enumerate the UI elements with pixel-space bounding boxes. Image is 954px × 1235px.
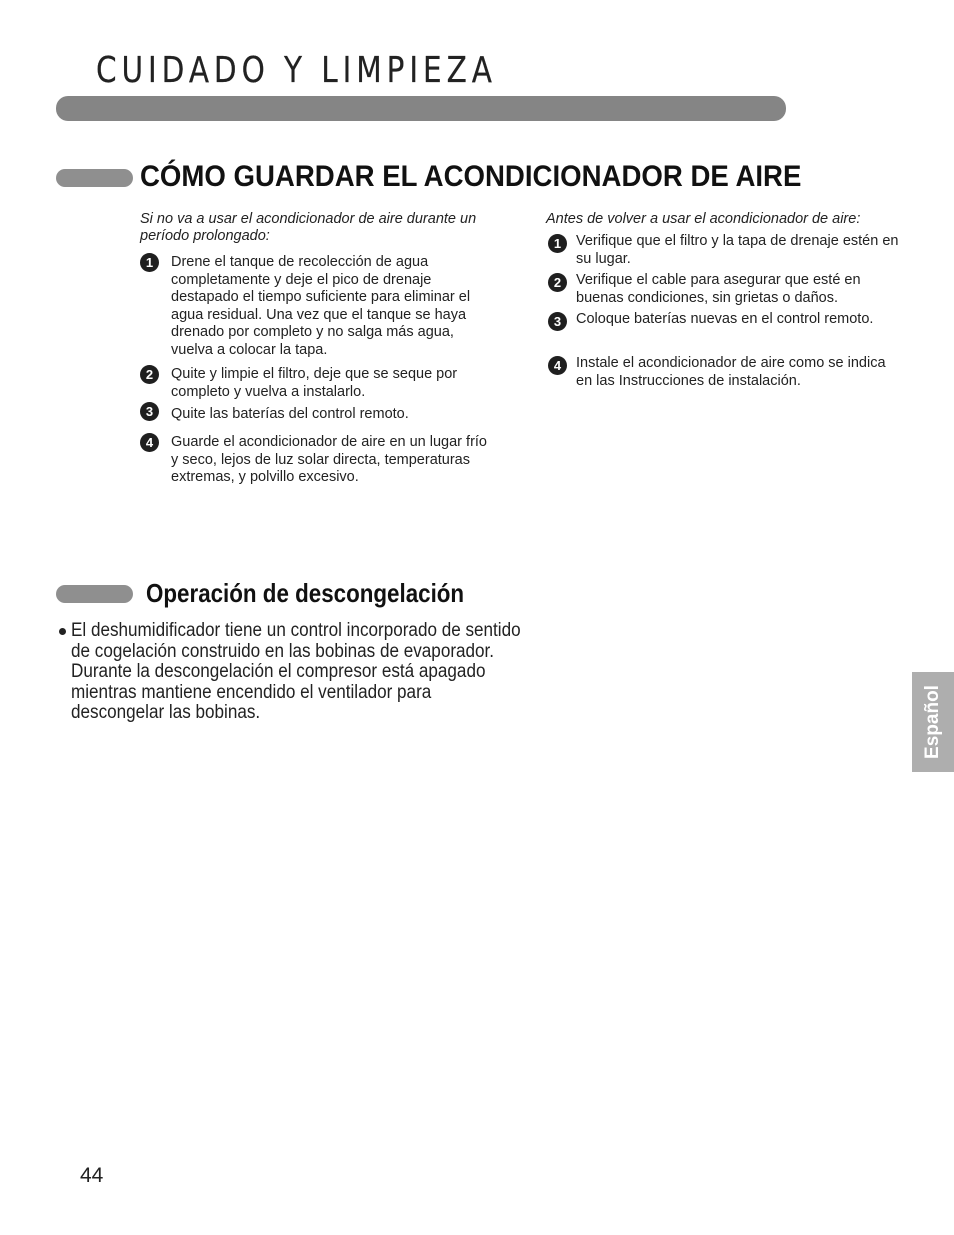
- step-text: Verifique que el filtro y la tapa de drenaje estén en su lugar.: [576, 233, 899, 267]
- page-title: CUIDADO Y LIMPIEZA: [96, 50, 497, 91]
- section-heading: CÓMO GUARDAR EL ACONDICIONADOR DE AIRE: [140, 160, 802, 193]
- step-number-badge: 2: [548, 273, 567, 292]
- step-number-badge: 4: [140, 433, 159, 452]
- language-tab-label: Español: [922, 685, 943, 759]
- step-number-badge: 1: [548, 234, 567, 253]
- left-column-intro: Si no va a usar el acondicionador de aire durante un período prolongado:: [140, 211, 477, 244]
- step-number-badge: 2: [140, 365, 159, 384]
- subsection-heading: Operación de descongelación: [146, 578, 465, 608]
- language-tab: [912, 672, 954, 772]
- subsection-marker-pill: [56, 585, 133, 603]
- step-number-badge: 1: [140, 253, 159, 272]
- step-text: Guarde el acondicionador de aire en un lugar frío y seco, lejos de luz solar directa, temperaturas extremas, y polvillo excesivo.: [171, 434, 487, 485]
- step-number-badge: 3: [140, 402, 159, 421]
- defrost-paragraph: El deshumidificador tiene un control incorporado de sentido de cogelación construido en las bobinas de evaporador. Durante la descongelación el compresor está apagado mientras mantiene encendido el ventilador para descongelar las bobinas.: [71, 620, 521, 723]
- step-text: Quite y limpie el filtro, deje que se seque por completo y vuelva a instalarlo.: [171, 366, 458, 400]
- step-text: Quite las baterías del control remoto.: [171, 406, 409, 422]
- page-number: 44: [80, 1164, 104, 1187]
- title-rule: [56, 96, 786, 121]
- right-column-intro: Antes de volver a usar el acondicionador de aire:: [546, 211, 861, 227]
- step-text: Drene el tanque de recolección de agua completamente y deje el pico de drenaje destapado el tiempo suficiente para eliminar el agua residual. Una vez que el tanque se haya drenado por completo y no salga más agua, vuelva a colocar la tapa.: [171, 254, 471, 358]
- step-number-badge: 4: [548, 356, 567, 375]
- step-text: Instale el acondicionador de aire como se indica en las Instrucciones de instalación.: [576, 355, 886, 389]
- step-text: Coloque baterías nuevas en el control remoto.: [576, 311, 874, 327]
- bullet-dot-icon: [59, 628, 66, 635]
- section-marker-pill: [56, 169, 133, 187]
- step-number-badge: 3: [548, 312, 567, 331]
- step-text: Verifique el cable para asegurar que esté en buenas condiciones, sin grietas o daños.: [576, 272, 861, 306]
